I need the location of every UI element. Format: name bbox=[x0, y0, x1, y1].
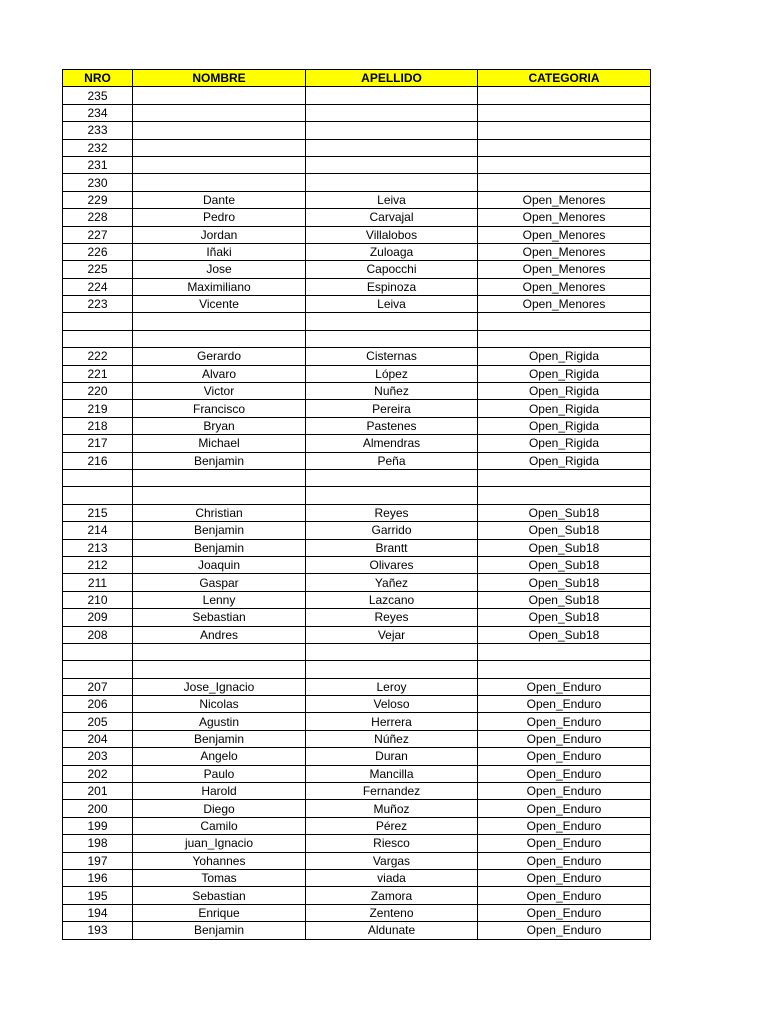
cell-categoria: Open_Rigida bbox=[478, 383, 651, 400]
cell-categoria: Open_Enduro bbox=[478, 922, 651, 939]
cell-nombre bbox=[133, 174, 306, 191]
table-row bbox=[63, 487, 651, 504]
cell-apellido bbox=[306, 643, 478, 660]
cell-nro: 222 bbox=[63, 348, 133, 365]
table-row bbox=[63, 817, 651, 834]
cell-apellido: Mancilla bbox=[306, 765, 478, 782]
table-row bbox=[63, 922, 651, 939]
cell-apellido bbox=[306, 313, 478, 330]
table-row bbox=[63, 591, 651, 608]
table-row bbox=[63, 261, 651, 278]
cell-nro: 234 bbox=[63, 104, 133, 121]
cell-nro: 219 bbox=[63, 400, 133, 417]
cell-nombre: Benjamin bbox=[133, 922, 306, 939]
cell-nombre bbox=[133, 661, 306, 678]
cell-categoria: Open_Enduro bbox=[478, 835, 651, 852]
table-row bbox=[63, 887, 651, 904]
cell-categoria: Open_Menores bbox=[478, 296, 651, 313]
cell-nro: 231 bbox=[63, 156, 133, 173]
cell-nro: 230 bbox=[63, 174, 133, 191]
cell-apellido: Vargas bbox=[306, 852, 478, 869]
cell-categoria bbox=[478, 643, 651, 660]
cell-apellido: viada bbox=[306, 869, 478, 886]
cell-categoria: Open_Sub18 bbox=[478, 504, 651, 521]
cell-nombre: Michael bbox=[133, 435, 306, 452]
cell-apellido: Leiva bbox=[306, 296, 478, 313]
table-row bbox=[63, 852, 651, 869]
cell-nombre: Bryan bbox=[133, 417, 306, 434]
table-row bbox=[63, 835, 651, 852]
cell-nombre: Lenny bbox=[133, 591, 306, 608]
cell-apellido: Núñez bbox=[306, 730, 478, 747]
cell-nombre: Francisco bbox=[133, 400, 306, 417]
table-row bbox=[63, 783, 651, 800]
cell-nro: 204 bbox=[63, 730, 133, 747]
cell-nro: 220 bbox=[63, 383, 133, 400]
table-row bbox=[63, 661, 651, 678]
cell-nro: 223 bbox=[63, 296, 133, 313]
cell-nombre: Pedro bbox=[133, 209, 306, 226]
cell-categoria bbox=[478, 174, 651, 191]
header-nombre: NOMBRE bbox=[133, 70, 306, 87]
cell-nombre bbox=[133, 330, 306, 347]
cell-nro bbox=[63, 643, 133, 660]
cell-categoria: Open_Enduro bbox=[478, 765, 651, 782]
cell-nombre: Jose bbox=[133, 261, 306, 278]
table-header bbox=[63, 70, 651, 87]
cell-nro: 206 bbox=[63, 696, 133, 713]
cell-apellido: Yañez bbox=[306, 574, 478, 591]
cell-apellido bbox=[306, 156, 478, 173]
cell-categoria bbox=[478, 313, 651, 330]
table-row bbox=[63, 400, 651, 417]
cell-categoria: Open_Rigida bbox=[478, 452, 651, 469]
cell-nombre bbox=[133, 643, 306, 660]
cell-apellido bbox=[306, 487, 478, 504]
cell-nro: 211 bbox=[63, 574, 133, 591]
cell-categoria: Open_Enduro bbox=[478, 904, 651, 921]
cell-categoria: Open_Sub18 bbox=[478, 574, 651, 591]
table-row bbox=[63, 209, 651, 226]
cell-categoria bbox=[478, 330, 651, 347]
table-row bbox=[63, 139, 651, 156]
cell-nro: 205 bbox=[63, 713, 133, 730]
cell-apellido bbox=[306, 87, 478, 104]
table-row bbox=[63, 87, 651, 104]
cell-apellido: Carvajal bbox=[306, 209, 478, 226]
cell-nro bbox=[63, 313, 133, 330]
cell-categoria: Open_Rigida bbox=[478, 417, 651, 434]
cell-categoria: Open_Menores bbox=[478, 278, 651, 295]
table-row bbox=[63, 435, 651, 452]
cell-nro: 215 bbox=[63, 504, 133, 521]
table-row bbox=[63, 417, 651, 434]
table-row bbox=[63, 348, 651, 365]
cell-nombre bbox=[133, 487, 306, 504]
cell-nro: 227 bbox=[63, 226, 133, 243]
cell-nro: 199 bbox=[63, 817, 133, 834]
table-row bbox=[63, 678, 651, 695]
cell-nombre: Vicente bbox=[133, 296, 306, 313]
cell-apellido: Pereira bbox=[306, 400, 478, 417]
cell-nro: 200 bbox=[63, 800, 133, 817]
cell-nro: 216 bbox=[63, 452, 133, 469]
cell-nro: 217 bbox=[63, 435, 133, 452]
cell-nro: 228 bbox=[63, 209, 133, 226]
cell-nro: 232 bbox=[63, 139, 133, 156]
registration-sheet bbox=[62, 69, 651, 940]
table-row bbox=[63, 365, 651, 382]
cell-apellido: Zuloaga bbox=[306, 243, 478, 260]
cell-apellido: Vejar bbox=[306, 626, 478, 643]
cell-categoria: Open_Enduro bbox=[478, 696, 651, 713]
cell-nombre: Iñaki bbox=[133, 243, 306, 260]
cell-nro: 203 bbox=[63, 748, 133, 765]
cell-nombre bbox=[133, 122, 306, 139]
cell-categoria: Open_Sub18 bbox=[478, 609, 651, 626]
table-row bbox=[63, 469, 651, 486]
cell-nombre: Dante bbox=[133, 191, 306, 208]
table-row bbox=[63, 730, 651, 747]
cell-apellido: Reyes bbox=[306, 609, 478, 626]
cell-nro: 225 bbox=[63, 261, 133, 278]
table-row bbox=[63, 800, 651, 817]
cell-apellido bbox=[306, 661, 478, 678]
cell-categoria: Open_Enduro bbox=[478, 869, 651, 886]
cell-nombre: Yohannes bbox=[133, 852, 306, 869]
table-row bbox=[63, 643, 651, 660]
cell-nro: 201 bbox=[63, 783, 133, 800]
header-categoria: CATEGORIA bbox=[478, 70, 651, 87]
cell-nombre: Harold bbox=[133, 783, 306, 800]
cell-categoria: Open_Sub18 bbox=[478, 539, 651, 556]
cell-categoria: Open_Sub18 bbox=[478, 626, 651, 643]
cell-apellido: Muñoz bbox=[306, 800, 478, 817]
table-row bbox=[63, 452, 651, 469]
cell-categoria: Open_Enduro bbox=[478, 817, 651, 834]
cell-nro: 213 bbox=[63, 539, 133, 556]
table-row bbox=[63, 278, 651, 295]
table-row bbox=[63, 539, 651, 556]
cell-categoria bbox=[478, 139, 651, 156]
cell-apellido bbox=[306, 469, 478, 486]
table-row bbox=[63, 904, 651, 921]
cell-categoria: Open_Enduro bbox=[478, 800, 651, 817]
cell-nro: 221 bbox=[63, 365, 133, 382]
table-row bbox=[63, 383, 651, 400]
table-row bbox=[63, 174, 651, 191]
cell-categoria: Open_Menores bbox=[478, 243, 651, 260]
cell-nombre: Diego bbox=[133, 800, 306, 817]
cell-apellido: Leroy bbox=[306, 678, 478, 695]
table-body bbox=[63, 87, 651, 939]
table-row bbox=[63, 869, 651, 886]
cell-nro: 218 bbox=[63, 417, 133, 434]
table-row bbox=[63, 156, 651, 173]
cell-nombre: Angelo bbox=[133, 748, 306, 765]
cell-categoria: Open_Enduro bbox=[478, 713, 651, 730]
cell-apellido: Pérez bbox=[306, 817, 478, 834]
cell-nro: 214 bbox=[63, 522, 133, 539]
cell-nombre: Jose_Ignacio bbox=[133, 678, 306, 695]
cell-categoria bbox=[478, 487, 651, 504]
table-row bbox=[63, 330, 651, 347]
cell-apellido: Cisternas bbox=[306, 348, 478, 365]
table-row bbox=[63, 191, 651, 208]
cell-apellido bbox=[306, 122, 478, 139]
cell-apellido bbox=[306, 139, 478, 156]
cell-nro bbox=[63, 330, 133, 347]
cell-categoria: Open_Menores bbox=[478, 191, 651, 208]
table-row bbox=[63, 122, 651, 139]
cell-nombre: Benjamin bbox=[133, 522, 306, 539]
cell-nro: 226 bbox=[63, 243, 133, 260]
cell-apellido: Zamora bbox=[306, 887, 478, 904]
cell-apellido bbox=[306, 174, 478, 191]
cell-nombre bbox=[133, 87, 306, 104]
cell-nombre bbox=[133, 156, 306, 173]
cell-apellido: Capocchi bbox=[306, 261, 478, 278]
cell-nro: 195 bbox=[63, 887, 133, 904]
table-row bbox=[63, 609, 651, 626]
registration-table bbox=[62, 69, 651, 940]
cell-nombre: Camilo bbox=[133, 817, 306, 834]
cell-nro: 209 bbox=[63, 609, 133, 626]
cell-categoria: Open_Menores bbox=[478, 226, 651, 243]
cell-nombre: Benjamin bbox=[133, 452, 306, 469]
cell-nombre: Agustin bbox=[133, 713, 306, 730]
cell-categoria: Open_Rigida bbox=[478, 365, 651, 382]
cell-categoria: Open_Enduro bbox=[478, 730, 651, 747]
table-row bbox=[63, 765, 651, 782]
cell-categoria: Open_Enduro bbox=[478, 852, 651, 869]
table-row bbox=[63, 574, 651, 591]
cell-nro: 196 bbox=[63, 869, 133, 886]
cell-nro: 235 bbox=[63, 87, 133, 104]
cell-nombre: Gerardo bbox=[133, 348, 306, 365]
table-row bbox=[63, 243, 651, 260]
cell-nro bbox=[63, 487, 133, 504]
cell-apellido: Aldunate bbox=[306, 922, 478, 939]
cell-apellido: Duran bbox=[306, 748, 478, 765]
cell-nro: 224 bbox=[63, 278, 133, 295]
cell-categoria bbox=[478, 87, 651, 104]
cell-nombre: Jordan bbox=[133, 226, 306, 243]
cell-nombre: Joaquin bbox=[133, 556, 306, 573]
cell-nombre bbox=[133, 469, 306, 486]
cell-nombre: Andres bbox=[133, 626, 306, 643]
cell-nro: 193 bbox=[63, 922, 133, 939]
cell-nombre: juan_Ignacio bbox=[133, 835, 306, 852]
cell-apellido: Nuñez bbox=[306, 383, 478, 400]
cell-apellido: Almendras bbox=[306, 435, 478, 452]
cell-apellido: Riesco bbox=[306, 835, 478, 852]
cell-nro: 194 bbox=[63, 904, 133, 921]
cell-categoria: Open_Enduro bbox=[478, 783, 651, 800]
cell-nombre bbox=[133, 313, 306, 330]
cell-nro: 233 bbox=[63, 122, 133, 139]
cell-categoria bbox=[478, 122, 651, 139]
cell-apellido: Lazcano bbox=[306, 591, 478, 608]
header-nro: NRO bbox=[63, 70, 133, 87]
cell-apellido: Leiva bbox=[306, 191, 478, 208]
cell-apellido: Reyes bbox=[306, 504, 478, 521]
cell-nro: 198 bbox=[63, 835, 133, 852]
cell-categoria: Open_Enduro bbox=[478, 678, 651, 695]
cell-categoria bbox=[478, 469, 651, 486]
cell-nro bbox=[63, 469, 133, 486]
cell-categoria: Open_Enduro bbox=[478, 887, 651, 904]
cell-nro: 212 bbox=[63, 556, 133, 573]
cell-nombre: Alvaro bbox=[133, 365, 306, 382]
table-row bbox=[63, 504, 651, 521]
cell-nro: 207 bbox=[63, 678, 133, 695]
cell-apellido: Olivares bbox=[306, 556, 478, 573]
cell-categoria bbox=[478, 156, 651, 173]
table-row bbox=[63, 226, 651, 243]
cell-apellido: Veloso bbox=[306, 696, 478, 713]
header-apellido: APELLIDO bbox=[306, 70, 478, 87]
table-row bbox=[63, 696, 651, 713]
cell-apellido bbox=[306, 104, 478, 121]
cell-apellido: Villalobos bbox=[306, 226, 478, 243]
header-row bbox=[63, 70, 651, 87]
cell-nro: 210 bbox=[63, 591, 133, 608]
table-row bbox=[63, 713, 651, 730]
cell-categoria bbox=[478, 104, 651, 121]
cell-categoria: Open_Rigida bbox=[478, 400, 651, 417]
cell-apellido: Zenteno bbox=[306, 904, 478, 921]
cell-categoria: Open_Sub18 bbox=[478, 522, 651, 539]
cell-apellido: Peña bbox=[306, 452, 478, 469]
cell-categoria: Open_Rigida bbox=[478, 435, 651, 452]
table-row bbox=[63, 522, 651, 539]
cell-categoria: Open_Rigida bbox=[478, 348, 651, 365]
table-row bbox=[63, 748, 651, 765]
cell-nro: 229 bbox=[63, 191, 133, 208]
table-row bbox=[63, 556, 651, 573]
cell-nombre: Victor bbox=[133, 383, 306, 400]
cell-apellido: Garrido bbox=[306, 522, 478, 539]
cell-categoria: Open_Enduro bbox=[478, 748, 651, 765]
cell-nombre: Sebastian bbox=[133, 609, 306, 626]
cell-nro bbox=[63, 661, 133, 678]
cell-nombre bbox=[133, 104, 306, 121]
cell-apellido: Pastenes bbox=[306, 417, 478, 434]
cell-categoria: Open_Menores bbox=[478, 261, 651, 278]
table-row bbox=[63, 296, 651, 313]
cell-nro: 202 bbox=[63, 765, 133, 782]
table-row bbox=[63, 626, 651, 643]
cell-nombre: Paulo bbox=[133, 765, 306, 782]
cell-nombre bbox=[133, 139, 306, 156]
cell-nombre: Benjamin bbox=[133, 539, 306, 556]
cell-nombre: Nicolas bbox=[133, 696, 306, 713]
cell-nro: 197 bbox=[63, 852, 133, 869]
table-row bbox=[63, 313, 651, 330]
cell-categoria: Open_Sub18 bbox=[478, 556, 651, 573]
cell-nombre: Tomas bbox=[133, 869, 306, 886]
cell-apellido: Espinoza bbox=[306, 278, 478, 295]
cell-categoria: Open_Sub18 bbox=[478, 591, 651, 608]
cell-nombre: Christian bbox=[133, 504, 306, 521]
cell-apellido: Brantt bbox=[306, 539, 478, 556]
cell-nombre: Gaspar bbox=[133, 574, 306, 591]
cell-apellido: Fernandez bbox=[306, 783, 478, 800]
cell-nombre: Sebastian bbox=[133, 887, 306, 904]
cell-categoria bbox=[478, 661, 651, 678]
table-row bbox=[63, 104, 651, 121]
cell-nombre: Benjamin bbox=[133, 730, 306, 747]
cell-apellido: López bbox=[306, 365, 478, 382]
cell-apellido bbox=[306, 330, 478, 347]
cell-categoria: Open_Menores bbox=[478, 209, 651, 226]
cell-nombre: Maximiliano bbox=[133, 278, 306, 295]
cell-nro: 208 bbox=[63, 626, 133, 643]
cell-apellido: Herrera bbox=[306, 713, 478, 730]
cell-nombre: Enrique bbox=[133, 904, 306, 921]
